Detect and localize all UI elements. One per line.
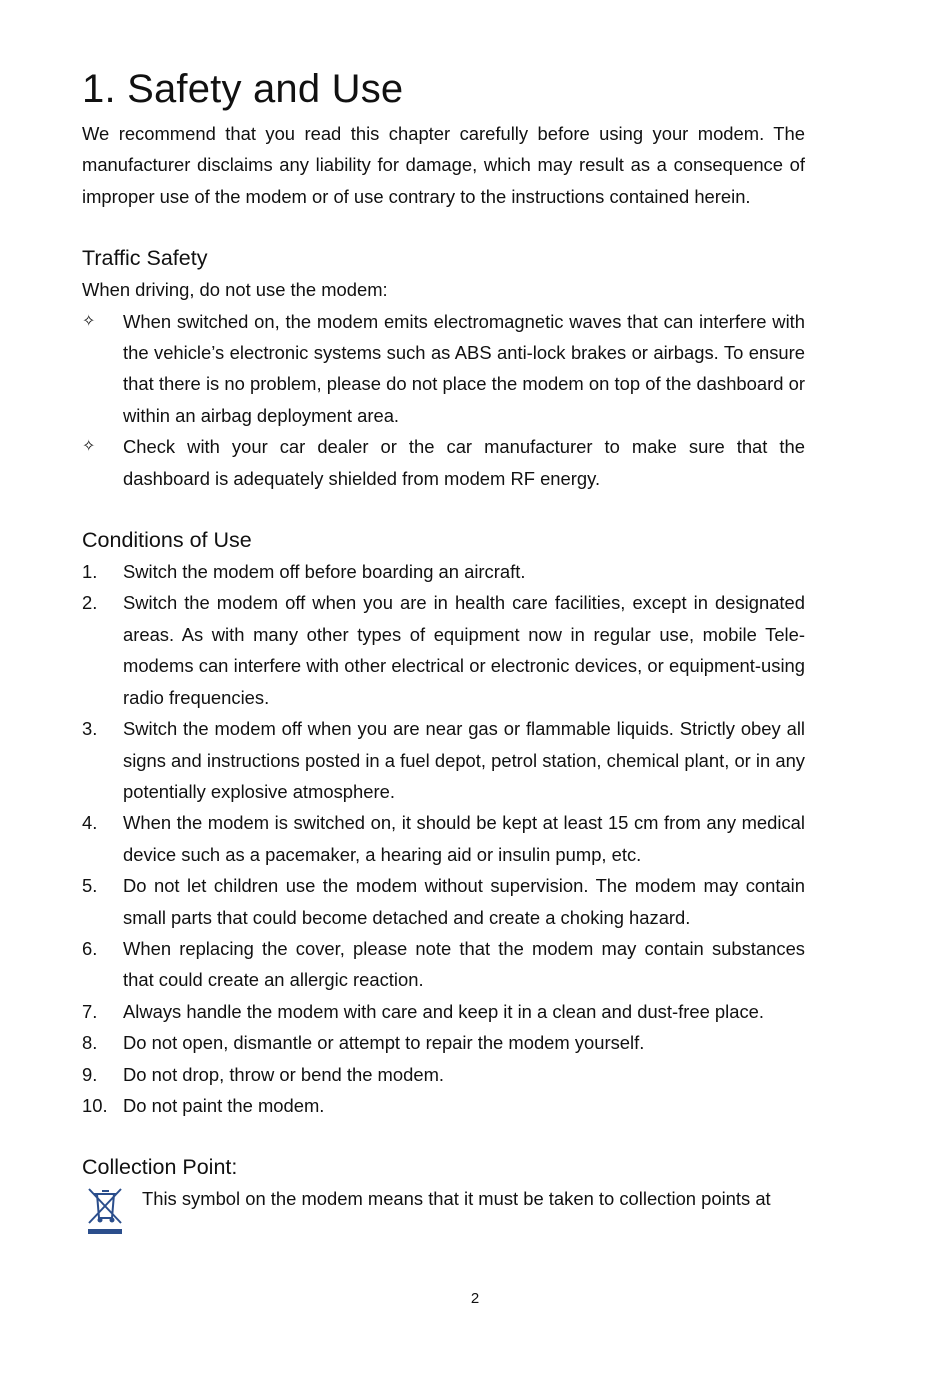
list-item-text: Do not drop, throw or bend the modem. [123, 1063, 444, 1085]
list-number: 9. [82, 1063, 98, 1085]
list-item-text: Always handle the modem with care and keep it in a clean and dust-free place. [123, 1000, 764, 1022]
list-item [82, 933, 805, 996]
list-number: 1. [82, 561, 98, 583]
traffic-safety-heading: Traffic Safety [82, 246, 208, 271]
collection-point-text: This symbol on the modem means that it must be taken to collection points at [142, 1188, 771, 1210]
list-item [82, 713, 805, 807]
list-item-text: Switch the modem off before boarding an aircraft. [123, 561, 526, 583]
list-item [82, 431, 805, 494]
diamond-bullet-icon: ✧ [82, 312, 96, 330]
list-item-text: Do not let children use the modem without supervision. The modem may contain small parts that could become detached and create a choking hazard. [123, 875, 805, 928]
conditions-of-use-list [82, 556, 805, 1121]
crossed-out-wheelie-bin-icon [85, 1185, 125, 1237]
diamond-bullet-icon: ✧ [82, 438, 96, 456]
list-item [82, 870, 805, 933]
collection-point-row [82, 1183, 805, 1214]
list-number: 2. [82, 592, 98, 614]
list-number: 3. [82, 718, 98, 740]
list-item-text: Switch the modem off when you are in health care facilities, except in designated areas. As with many other types of equipment now in regular use, mobile Tele-modems can interfere with other electrical or electronic devices, or equipment-using radio frequencies. [123, 592, 805, 708]
list-item-text: Do not open, dismantle or attempt to repair the modem yourself. [123, 1032, 645, 1054]
list-item [82, 587, 805, 713]
list-item-text: Check with your car dealer or the car manufacturer to make sure that the dashboard is adequately shielded from modem RF energy. [123, 436, 805, 489]
intro-paragraph: We recommend that you read this chapter carefully before using your modem. The manufacturer disclaims any liability for damage, which may result as a consequence of improper use of the modem or of use contrary to the instructions contained herein. [82, 123, 805, 207]
collection-point-heading: Collection Point: [82, 1155, 238, 1180]
page-number: 2 [470, 1290, 480, 1307]
list-item [82, 807, 805, 870]
list-item [82, 1090, 805, 1121]
traffic-safety-lead: When driving, do not use the modem: [82, 279, 388, 301]
list-item-text: Switch the modem off when you are near gas or flammable liquids. Strictly obey all signs and instructions posted in a fuel depot, petrol station, chemical plant, or in any potentially explosive atmosphere. [123, 718, 805, 802]
document-page [82, 62, 805, 1215]
list-number: 6. [82, 937, 98, 959]
list-item-text: When replacing the cover, please note that the modem may contain substances that could create an allergic reaction. [123, 937, 805, 991]
list-item [82, 1027, 805, 1058]
list-number: 5. [82, 875, 98, 897]
list-number: 8. [82, 1032, 98, 1054]
list-item [82, 306, 805, 432]
traffic-safety-list [82, 306, 805, 494]
list-item-text: Do not paint the modem. [123, 1094, 325, 1116]
list-number: 4. [82, 812, 98, 834]
page-title: 1. Safety and Use [82, 67, 404, 111]
conditions-of-use-heading: Conditions of Use [82, 528, 252, 553]
list-item-text: When switched on, the modem emits electromagnetic waves that can interfere with the vehicle’s electronic systems such as ABS anti-lock brakes or airbags. To ensure that there is no problem, please do not place the modem on top of the dashboard or within an airbag deployment area. [123, 310, 805, 426]
list-number: 10. [82, 1094, 108, 1116]
list-item-text: When the modem is switched on, it should be kept at least 15 cm from any medical device such as a pacemaker, a hearing aid or insulin pump, etc. [123, 812, 805, 865]
list-number: 7. [82, 1000, 98, 1022]
list-item [82, 1059, 805, 1090]
list-item [82, 556, 805, 587]
list-item [82, 996, 805, 1027]
